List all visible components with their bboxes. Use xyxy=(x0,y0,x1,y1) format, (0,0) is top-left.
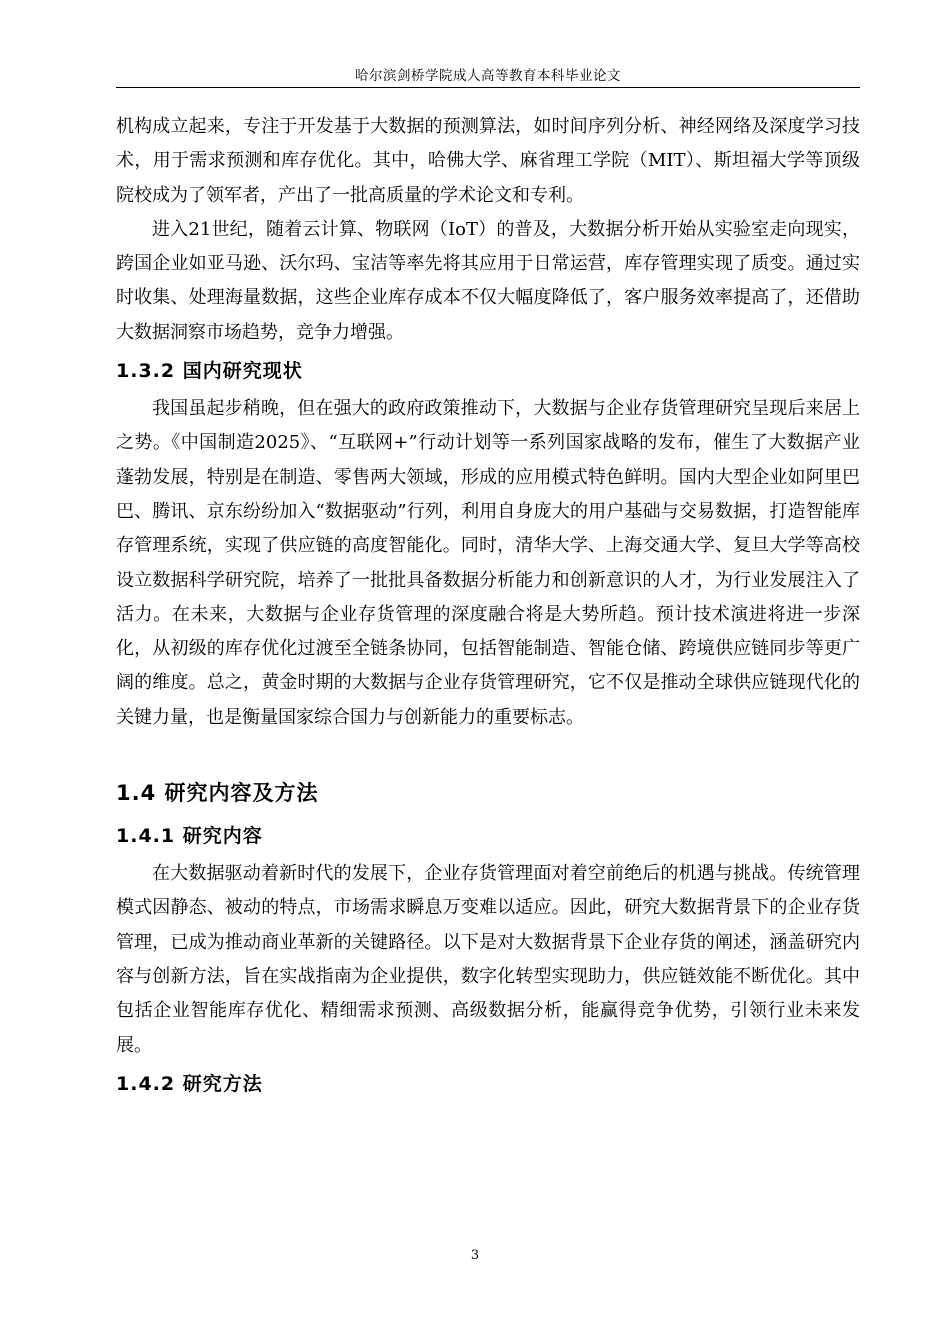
section-spacer xyxy=(116,735,860,771)
page-number: 3 xyxy=(470,1248,480,1263)
page-body xyxy=(116,110,860,1105)
paragraph-continued: 机构成立起来，专注于开发基于大数据的预测算法，如时间序列分析、神经网络及深度学习技术，用于需求预测和库存优化。其中，哈佛大学、麻省理工学院（MIT）、斯坦福大学等顶级院校成为了领军者，产出了一批高质量的学术论文和专利。 xyxy=(116,116,860,206)
section-heading-1-4-1: 1.4.1 研究内容 xyxy=(116,825,263,848)
section-heading-1-4: 1.4 研究内容及方法 xyxy=(116,781,319,806)
section-heading-1-3-2: 1.3.2 国内研究现状 xyxy=(116,360,303,383)
paragraph: 我国虽起步稍晚，但在强大的政府政策推动下，大数据与企业存货管理研究呈现后来居上之势。《中国制造2025》、“互联网+”行动计划等一系列国家战略的发布，催生了大数据产业蓬勃发展，特别是在制造、零售两大领域，形成的应用模式特色鲜明。国内大型企业如阿里巴巴、腾讯、京东纷纷加入“数据驱动”行列，利用自身庞大的用户基础与交易数据，打造智能库存管理系统，实现了供应链的高度智能化。同时，清华大学、上海交通大学、复旦大学等高校设立数据科学研究院，培养了一批批具备数据分析能力和创新意识的人才，为行业发展注入了活力。在未来，大数据与企业存货管理的深度融合将是大势所趋。预计技术演进将进一步深化，从初级的库存优化过渡至全链条协同，包括智能制造、智能仓储、跨境供应链同步等更广阔的维度。总之，黄金时期的大数据与企业存货管理研究，它不仅是推动全球供应链现代化的关键力量，也是衡量国家综合国力与创新能力的重要标志。 xyxy=(116,398,860,728)
header-rule xyxy=(116,87,860,88)
paragraph: 进入21世纪，随着云计算、物联网（IoT）的普及，大数据分析开始从实验室走向现实，跨国企业如亚马逊、沃尔玛、宝洁等率先将其应用于日常运营，库存管理实现了质变。通过实时收集、处理海量数据，这些企业库存成本不仅大幅度降低了，客户服务效率提高了，还借助大数据洞察市场趋势，竞争力增强。 xyxy=(116,218,860,343)
section-heading-1-4-2: 1.4.2 研究方法 xyxy=(116,1072,263,1095)
paragraph: 在大数据驱动着新时代的发展下，企业存货管理面对着空前绝后的机遇与挑战。传统管理模式因静态、被动的特点，市场需求瞬息万变难以适应。因此，研究大数据背景下的企业存货管理，已成为推动商业革新的关键路径。以下是对大数据背景下企业存货的阐述，涵盖研究内容与创新方法，旨在实战指南为企业提供，数字化转型实现助力，供应链效能不断优化。其中包括企业智能库存优化、精细需求预测、高级数据分析，能赢得竞争优势，引领行业未来发展。 xyxy=(116,863,860,1056)
running-header: 哈尔滨剑桥学院成人高等教育本科毕业论文 xyxy=(355,68,621,84)
